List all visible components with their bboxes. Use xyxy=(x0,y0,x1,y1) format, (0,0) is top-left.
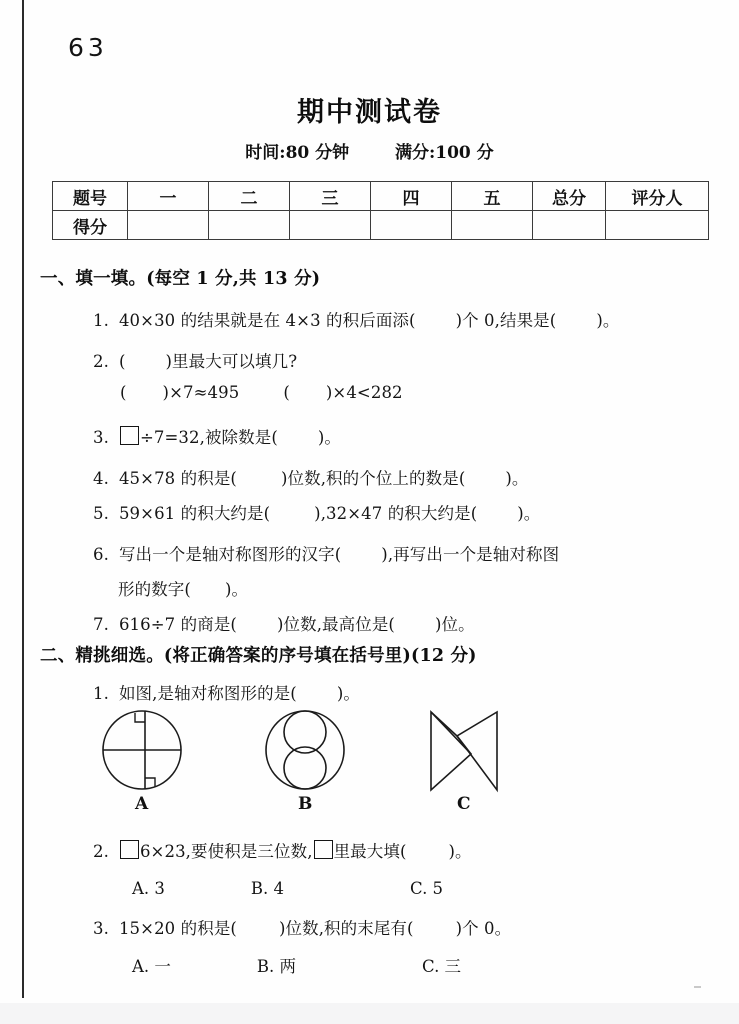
question-2-3-number: 3. xyxy=(93,919,109,938)
score-cell-4[interactable] xyxy=(371,211,452,240)
question-1-6-continued xyxy=(118,576,248,600)
cell-section-4: 四 xyxy=(371,182,452,211)
option-c[interactable]: C. 三 xyxy=(422,957,462,976)
question-1-6-cont-text2: )。 xyxy=(224,580,249,599)
question-2-3-text2: )位数,积的末尾有( xyxy=(278,919,414,938)
subexpr-left-rest: )×7≈495 xyxy=(162,383,240,402)
cell-section-2: 二 xyxy=(209,182,290,211)
question-2-2-options xyxy=(132,879,443,898)
empty-box-icon[interactable] xyxy=(120,840,139,859)
section-heading-multiple-choice: 二、精挑细选。(将正确答案的序号填在括号里)(12 分) xyxy=(40,646,477,666)
subexpr-right-open: ( xyxy=(283,383,290,402)
exam-time: 时间:80 分钟 xyxy=(245,143,350,163)
question-1-7-number: 7. xyxy=(93,615,109,634)
question-1-6-cont-text: 形的数字( xyxy=(118,580,191,599)
option-a[interactable]: A. 3 xyxy=(132,879,165,898)
question-2-3-text3: )个 0。 xyxy=(455,919,512,938)
page-title: 期中测试卷 xyxy=(297,97,442,128)
question-2-1-number: 1. xyxy=(93,684,109,703)
cell-total: 总分 xyxy=(533,182,606,211)
question-1-6-text2: ),再写出一个是轴对称图 xyxy=(381,545,560,564)
subexpr-left-open: ( xyxy=(120,383,127,402)
question-1-3-text2: )。 xyxy=(317,428,342,447)
figure-a[interactable] xyxy=(95,706,195,814)
question-1-2-text2: )里最大可以填几? xyxy=(165,352,298,371)
table-row-score xyxy=(53,211,709,240)
question-2-2-number: 2. xyxy=(93,842,109,861)
circle-with-perpendicular-diameters-icon xyxy=(95,706,195,798)
question-1-4-text3: )。 xyxy=(505,469,529,488)
question-1-4-text: 45×78 的积是( xyxy=(118,469,237,488)
score-cell-total[interactable] xyxy=(533,211,606,240)
score-cell-2[interactable] xyxy=(209,211,290,240)
question-1-2-number: 2. xyxy=(93,352,109,371)
question-2-3 xyxy=(93,915,511,939)
figure-c-label: C xyxy=(457,794,471,814)
page-edge-mark xyxy=(694,986,701,988)
score-cell-rater[interactable] xyxy=(606,211,709,240)
table-row-question-no xyxy=(53,182,709,211)
question-1-7-text3: )位。 xyxy=(434,615,475,634)
empty-box-icon[interactable] xyxy=(120,426,139,445)
question-1-4-text2: )位数,积的个位上的数是( xyxy=(280,469,466,488)
question-2-2 xyxy=(93,838,472,862)
empty-box-icon[interactable] xyxy=(314,840,333,859)
question-1-5-text2: ),32×47 的积大约是( xyxy=(314,504,478,523)
question-1-4-number: 4. xyxy=(93,469,109,488)
cell-rater: 评分人 xyxy=(606,182,709,211)
page-number: 63 xyxy=(68,33,108,62)
question-1-5 xyxy=(93,500,540,524)
question-1-6 xyxy=(93,541,559,565)
bowtie-with-parallelogram-icon xyxy=(413,706,513,798)
question-1-3-text: ÷7=32,被除数是( xyxy=(139,428,278,447)
question-2-1 xyxy=(93,680,360,704)
score-cell-1[interactable] xyxy=(128,211,209,240)
section-heading-fill-in: 一、填一填。(每空 1 分,共 13 分) xyxy=(40,269,321,289)
row-label-question-no: 题号 xyxy=(53,182,128,211)
question-2-3-options xyxy=(132,953,461,977)
figure-a-label: A xyxy=(135,794,149,814)
question-1-7-text2: )位数,最高位是( xyxy=(276,615,395,634)
option-b[interactable]: B. 两 xyxy=(256,957,297,976)
score-cell-3[interactable] xyxy=(290,211,371,240)
circle-with-two-inner-circles-icon xyxy=(255,706,355,798)
score-table xyxy=(52,181,709,240)
question-1-6-text: 写出一个是轴对称图形的汉字( xyxy=(118,545,342,564)
question-1-3 xyxy=(93,424,341,448)
question-1-5-text3: )。 xyxy=(517,504,541,523)
figure-b-label: B xyxy=(298,794,313,814)
question-1-1-text2: )个 0,结果是( xyxy=(455,311,557,330)
cell-section-5: 五 xyxy=(452,182,533,211)
cell-section-3: 三 xyxy=(290,182,371,211)
question-1-2-subline xyxy=(120,383,403,402)
figure-c[interactable] xyxy=(413,706,513,814)
question-1-2-text: ( xyxy=(118,352,126,371)
question-1-7 xyxy=(93,611,475,635)
question-1-1-text3: )。 xyxy=(596,311,620,330)
question-2-2-text: 6×23,要使积是三位数, xyxy=(139,842,313,861)
question-1-7-text: 616÷7 的商是( xyxy=(118,615,237,634)
question-1-1 xyxy=(93,307,619,331)
question-1-5-number: 5. xyxy=(93,504,109,523)
score-cell-5[interactable] xyxy=(452,211,533,240)
exam-meta xyxy=(0,138,739,163)
question-2-1-text2: )。 xyxy=(336,684,360,703)
option-b[interactable]: B. 4 xyxy=(250,879,285,898)
option-c[interactable]: C. 5 xyxy=(410,879,444,898)
question-1-5-text: 59×61 的积大约是( xyxy=(118,504,271,523)
question-1-3-number: 3. xyxy=(93,428,109,447)
subexpr-right-rest: )×4<282 xyxy=(325,383,403,402)
question-2-2-text2: 里最大填( xyxy=(333,842,407,861)
question-1-1-text: 40×30 的结果就是在 4×3 的积后面添( xyxy=(118,311,416,330)
question-2-2-text3: )。 xyxy=(448,842,472,861)
option-a[interactable]: A. 一 xyxy=(132,957,171,976)
question-1-2 xyxy=(93,348,297,372)
question-1-6-number: 6. xyxy=(93,545,109,564)
row-label-score: 得分 xyxy=(53,211,128,240)
figure-choices-group xyxy=(95,706,525,821)
figure-b[interactable] xyxy=(255,706,355,814)
question-1-1-number: 1. xyxy=(93,311,109,330)
question-1-4 xyxy=(93,465,529,489)
question-2-3-text: 15×20 的积是( xyxy=(118,919,237,938)
question-2-1-text: 如图,是轴对称图形的是( xyxy=(118,684,297,703)
page-bottom-edge xyxy=(0,1003,739,1024)
cell-section-1: 一 xyxy=(128,182,209,211)
exam-full-score: 满分:100 分 xyxy=(395,143,494,163)
